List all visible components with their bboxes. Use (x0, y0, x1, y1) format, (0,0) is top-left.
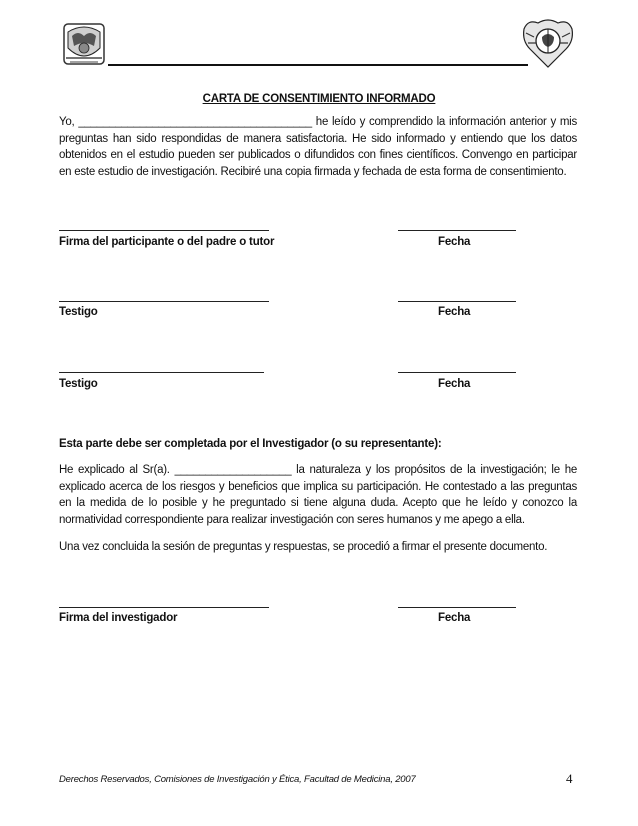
participant-date-line (398, 230, 516, 231)
header-rule (108, 64, 528, 66)
witness1-signature-line (59, 301, 269, 302)
witness1-date-line (398, 301, 516, 302)
investigator-date-line (398, 607, 516, 608)
investigator-signature-label: Firma del investigador (59, 612, 178, 624)
witness2-label: Testigo (59, 378, 98, 390)
participant-date-label: Fecha (438, 236, 471, 248)
investigator-date-label: Fecha (438, 612, 471, 624)
closing-paragraph: Una vez concluida la sesión de preguntas y respuestas, se procedió a firmar el presente documento. (59, 541, 548, 553)
consent-paragraph: Yo, ______________________________________ he leído y comprendido la información anterior y mis preguntas han sido respondidas de manera satisfactoria. He sido informado y entiendo que los datos obtenidos en el estudio pueden ser publicados o difundidos con fines científicos. Convengo en participar en este estudio de investigación. Recibiré una copia firmada y fechada de esta forma de consentimiento. (59, 116, 577, 178)
faculty-of-medicine-crest-icon (520, 15, 576, 73)
participant-signature-line (59, 230, 269, 231)
document-title: CARTA DE CONSENTIMIENTO INFORMADO (202, 93, 436, 105)
witness2-date-line (398, 372, 516, 373)
witness2-date-label: Fecha (438, 378, 471, 390)
witness2-signature-line (59, 372, 264, 373)
investigator-paragraph: He explicado al Sr(a). ___________________ la naturaleza y los propósitos de la investigación; le he explicado acerca de los riesgos y beneficios que implica su participación. He contestado a las preguntas en la medida de lo posible y he preguntado si tiene alguna duda. Acepto que he leído y conozco la normatividad correspondiente para realizar investigación con seres humanos y me apego a ella. (59, 464, 577, 526)
witness1-date-label: Fecha (438, 306, 471, 318)
page-number: 4 (566, 771, 573, 786)
unam-crest-icon (58, 18, 110, 70)
participant-signature-label: Firma del participante o del padre o tutor (59, 236, 275, 248)
footer-copyright: Derechos Reservados, Comisiones de Investigación y Ética, Facultad de Medicina, 2007 (59, 774, 416, 785)
witness1-label: Testigo (59, 306, 98, 318)
investigator-section-heading: Esta parte debe ser completada por el Investigador (o su representante): (59, 438, 442, 450)
investigator-signature-line (59, 607, 269, 608)
